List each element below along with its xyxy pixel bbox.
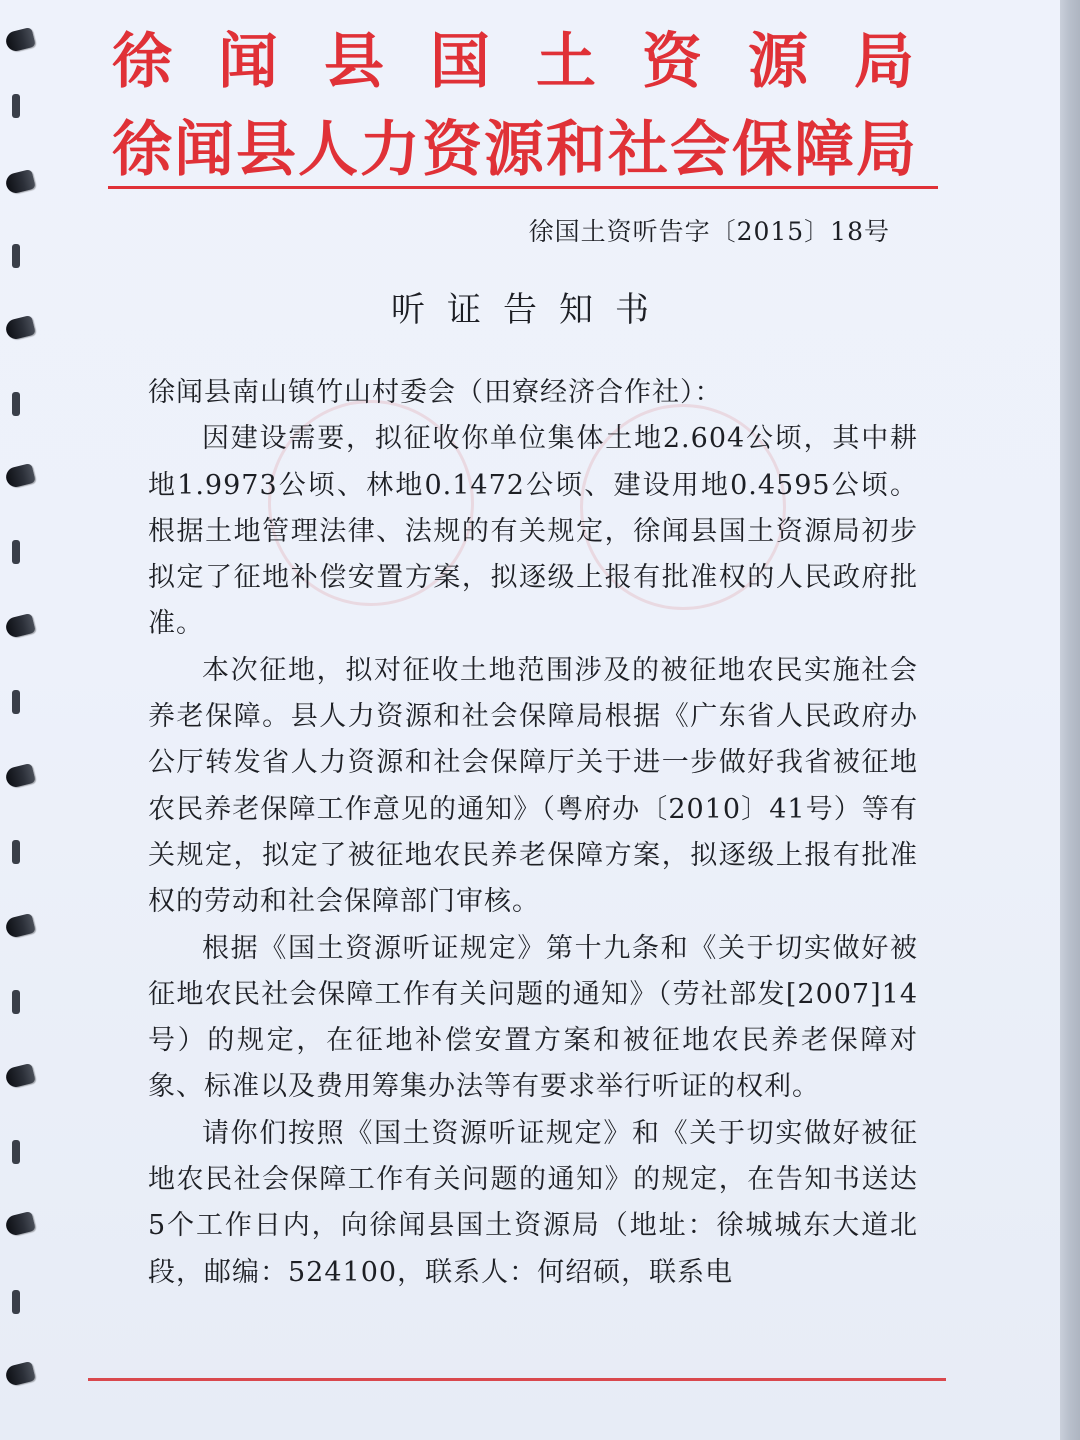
binding-ring-icon	[4, 913, 36, 939]
binding-hole	[12, 94, 20, 118]
binding-hole	[12, 990, 20, 1014]
document-body	[148, 370, 918, 1296]
binding-ring-icon	[4, 1361, 36, 1387]
body-paragraph: 请你们按照《国土资源听证规定》和《关于切实做好被征地农民社会保障工作有关问题的通知》的规定，在告知书送达5个工作日内，向徐闻县国土资源局（地址：徐城城东大道北段，邮编：524100，联系人：何绍硕，联系电	[148, 1117, 918, 1288]
binding-ring-icon	[4, 1211, 36, 1237]
page-stack-edge	[1060, 0, 1080, 1440]
document-number: 徐国土资听告字〔2015〕18号	[528, 217, 890, 246]
binding-hole	[12, 690, 20, 714]
issuing-authority-land: 徐闻县国土资源局	[112, 27, 960, 97]
binding-hole	[12, 1290, 20, 1314]
addressee: 徐闻县南山镇竹山村委会（田寮经济合作社）：	[148, 377, 723, 408]
document-title: 听证告知书	[391, 290, 671, 330]
binding-hole	[12, 840, 20, 864]
binding-ring-icon	[4, 463, 36, 489]
binding-hole	[12, 392, 20, 416]
binding-ring-icon	[4, 27, 36, 53]
binding-hole	[12, 540, 20, 564]
body-paragraph: 本次征地，拟对征收土地范围涉及的被征地农民实施社会养老保障。县人力资源和社会保障局根据《广东省人民政府办公厅转发省人力资源和社会保障厅关于进一步做好我省被征地农民养老保障工作意见的通知》（粤府办〔2010〕41号）等有关规定，拟定了被征地农民养老保障方案，拟逐级上报有批准权的劳动和社会保障部门审核。	[148, 654, 918, 918]
binding-hole	[12, 244, 20, 268]
issuing-authority-hr: 徐闻县人力资源和社会保障局	[112, 115, 918, 185]
spiral-binding	[0, 0, 40, 1440]
body-paragraph: 根据《国土资源听证规定》第十九条和《关于切实做好被征地农民社会保障工作有关问题的通知》（劳社部发[2007]14号）的规定，在征地补偿安置方案和被征地农民养老保障对象、标准以及费用筹集办法等有要求举行听证的权利。	[148, 932, 918, 1103]
body-paragraph: 因建设需要，拟征收你单位集体土地2.604公顷，其中耕地1.9973公顷、林地0.1472公顷、建设用地0.4595公顷。根据土地管理法律、法规的有关规定，徐闻县国土资源局初步拟定了征地补偿安置方案，拟逐级上报有批准权的人民政府批准。	[148, 423, 918, 640]
binding-ring-icon	[4, 169, 36, 195]
binding-ring-icon	[4, 763, 36, 789]
binding-ring-icon	[4, 1063, 36, 1089]
footer-red-rule	[88, 1378, 946, 1381]
header-red-rule	[108, 186, 938, 189]
binding-hole	[12, 1140, 20, 1164]
binding-ring-icon	[4, 613, 36, 639]
